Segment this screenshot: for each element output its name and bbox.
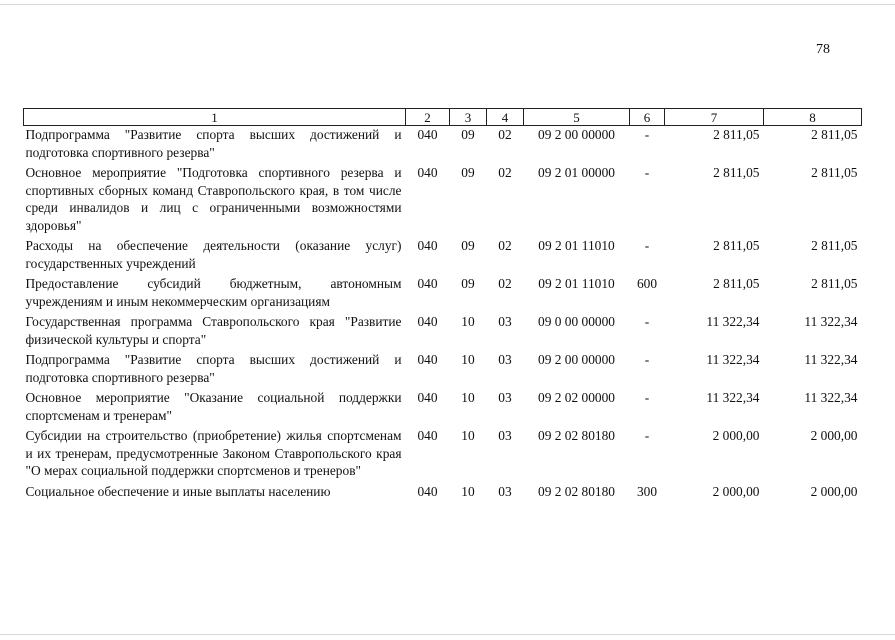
subsection-code: 03 xyxy=(498,314,512,329)
table-row xyxy=(24,389,862,427)
target-item-code: 09 2 01 11010 xyxy=(538,238,615,253)
item-name: Основное мероприятие "Оказание социальной поддержки спортсменам и тренерам" xyxy=(25,390,402,423)
column-number-row xyxy=(24,109,862,126)
expense-type-code: - xyxy=(644,390,650,405)
amount-col8: 2 811,05 xyxy=(811,165,858,180)
item-name: Субсидии на строительство (приобретение) жилья спортсменам и их тренерам, предусмотренные Законом Ставропольского края "О мерах социальной поддержки спортсменов и тренеров" xyxy=(25,428,402,478)
expense-type-code: - xyxy=(644,238,650,253)
table-row xyxy=(24,237,862,275)
subsection-code: 03 xyxy=(498,352,512,367)
target-item-code: 09 2 02 00000 xyxy=(538,390,615,405)
administrator-code: 040 xyxy=(417,483,438,499)
amount-col7: 2 811,05 xyxy=(713,276,760,291)
amount-col8: 2 811,05 xyxy=(811,127,858,142)
column-number-header: 7 xyxy=(665,109,764,126)
table-row xyxy=(24,164,862,237)
amount-col7: 2 000,00 xyxy=(712,483,760,499)
column-number-header: 3 xyxy=(450,109,487,126)
section-code: 10 xyxy=(461,390,475,405)
section-code: 10 xyxy=(461,483,475,499)
target-item-code: 09 2 00 00000 xyxy=(538,352,615,367)
expense-type-code: - xyxy=(644,127,650,142)
administrator-code: 040 xyxy=(417,390,438,405)
amount-col7: 2 811,05 xyxy=(713,238,760,253)
administrator-code: 040 xyxy=(417,238,438,253)
scan-edge-top xyxy=(0,4,895,5)
target-item-code: 09 2 00 00000 xyxy=(538,127,615,142)
table-row xyxy=(24,427,862,483)
administrator-code: 040 xyxy=(417,314,438,329)
column-number-header: 4 xyxy=(487,109,524,126)
target-item-code: 09 2 02 80180 xyxy=(538,428,615,443)
target-item-code: 09 2 02 80180 xyxy=(538,483,615,499)
administrator-code: 040 xyxy=(417,428,438,443)
administrator-code: 040 xyxy=(417,165,438,180)
item-name: Государственная программа Ставропольского края "Развитие физической культуры и спорта" xyxy=(25,314,402,347)
subsection-code: 03 xyxy=(498,428,512,443)
amount-col7: 11 322,34 xyxy=(706,390,760,405)
item-name: Основное мероприятие "Подготовка спортивного резерва и спортивных сборных команд Ставропольского края, в том числе среди инвалидов и лиц с ограниченными возможностями здоровья" xyxy=(25,165,402,233)
subsection-code: 03 xyxy=(498,483,512,499)
target-item-code: 09 2 01 00000 xyxy=(538,165,615,180)
section-code: 09 xyxy=(461,238,475,253)
amount-col7: 11 322,34 xyxy=(706,314,760,329)
amount-col8: 2 811,05 xyxy=(811,238,858,253)
amount-col8: 2 000,00 xyxy=(810,483,858,499)
subsection-code: 03 xyxy=(498,390,512,405)
subsection-code: 02 xyxy=(498,276,512,291)
amount-col7: 2 000,00 xyxy=(712,428,760,443)
expense-type-code: 600 xyxy=(636,276,658,291)
target-item-code: 09 2 01 11010 xyxy=(538,276,615,291)
column-number-header: 6 xyxy=(630,109,665,126)
administrator-code: 040 xyxy=(417,127,438,142)
amount-col7: 11 322,34 xyxy=(706,352,760,367)
item-name: Подпрограмма "Развитие спорта высших достижений и подготовка спортивного резерва" xyxy=(25,352,402,385)
expense-type-code: - xyxy=(644,314,650,329)
subsection-code: 02 xyxy=(498,238,512,253)
column-number-header: 5 xyxy=(524,109,630,126)
table-row xyxy=(24,351,862,389)
target-item-code: 09 0 00 00000 xyxy=(538,314,615,329)
section-code: 09 xyxy=(461,276,475,291)
amount-col7: 2 811,05 xyxy=(713,165,760,180)
column-number-header: 1 xyxy=(24,109,406,126)
table-row xyxy=(24,126,862,165)
section-code: 09 xyxy=(461,165,475,180)
amount-col8: 11 322,34 xyxy=(804,314,858,329)
subsection-code: 02 xyxy=(498,127,512,142)
section-code: 10 xyxy=(461,428,475,443)
column-number-header: 8 xyxy=(764,109,862,126)
expense-type-code: 300 xyxy=(636,483,658,499)
section-code: 10 xyxy=(461,352,475,367)
amount-col8: 2 000,00 xyxy=(810,428,858,443)
table-row xyxy=(24,275,862,313)
table-row xyxy=(24,483,862,504)
scan-edge-bottom xyxy=(0,634,895,635)
expense-type-code: - xyxy=(644,428,650,443)
amount-col8: 11 322,34 xyxy=(804,390,858,405)
table-row xyxy=(24,313,862,351)
page-number: 78 xyxy=(816,42,830,57)
column-number-header: 2 xyxy=(406,109,450,126)
item-name: Социальное обеспечение и иные выплаты населению xyxy=(25,483,331,499)
expense-type-code: - xyxy=(644,165,650,180)
item-name: Подпрограмма "Развитие спорта высших достижений и подготовка спортивного резерва" xyxy=(25,127,402,160)
amount-col7: 2 811,05 xyxy=(713,127,760,142)
administrator-code: 040 xyxy=(417,276,438,291)
item-name: Предоставление субсидий бюджетным, автономным учреждениям и иным некоммерческим организациям xyxy=(25,276,402,309)
subsection-code: 02 xyxy=(498,165,512,180)
amount-col8: 2 811,05 xyxy=(811,276,858,291)
item-name: Расходы на обеспечение деятельности (оказание услуг) государственных учреждений xyxy=(25,238,402,271)
section-code: 10 xyxy=(461,314,475,329)
budget-table xyxy=(23,108,862,503)
administrator-code: 040 xyxy=(417,352,438,367)
section-code: 09 xyxy=(461,127,475,142)
amount-col8: 11 322,34 xyxy=(804,352,858,367)
expense-type-code: - xyxy=(644,352,650,367)
